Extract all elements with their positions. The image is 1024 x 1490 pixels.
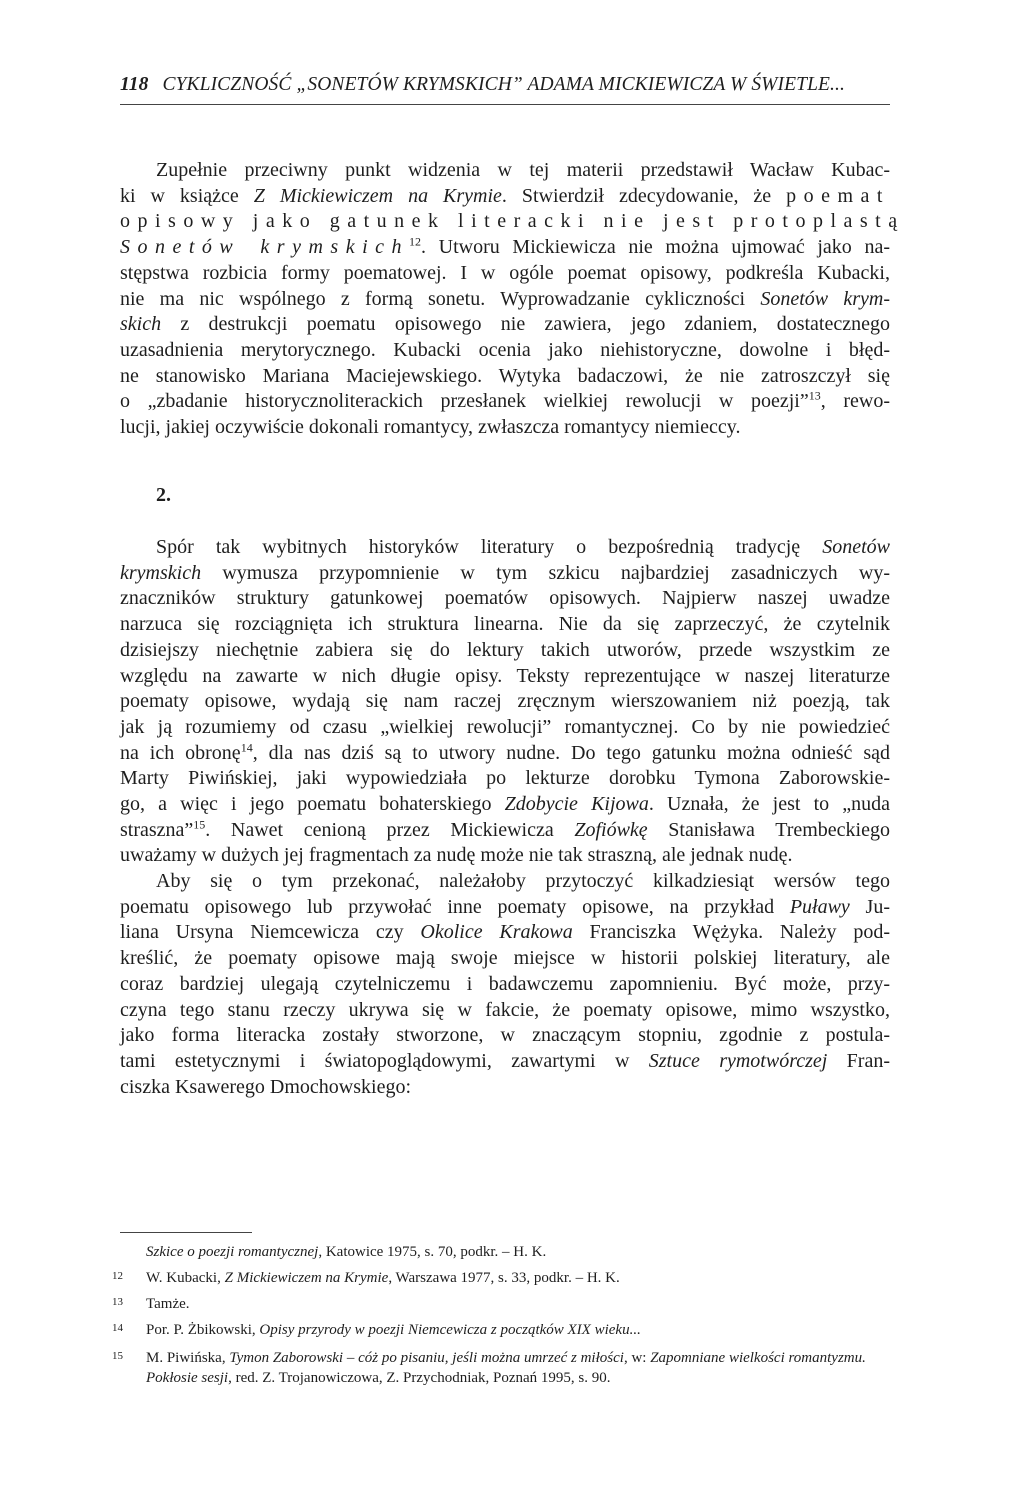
- text-line: stępstwa rozbicia formy poematowej. I w ogóle poemat opisowy, podkreśla Kubacki,: [120, 261, 890, 284]
- text-line: skich z destrukcji poematu opisowego nie zawiera, jego zdaniem, dostatecznego: [120, 313, 890, 336]
- text-line: uzasadnienia merytorycznego. Kubacki ocenia jako niehistoryczne, dowolne i błęd-: [120, 338, 890, 361]
- running-header: [120, 74, 890, 96]
- text-line: jako forma literacka zostały stworzone, w znaczącym stopniu, zgodnie z postula-: [120, 1024, 890, 1047]
- footnote-text: Por. P. Żbikowski, Opisy przyrody w poezji Niemcewicza z początków XIX wieku...: [146, 1322, 641, 1338]
- text-line: Zupełnie przeciwny punkt widzenia w tej materii przedstawił Wacław Kubac-: [156, 159, 890, 181]
- text-line: Sonetów krymskich$^{12}$. Utworu Mickiewicza nie można ujmować jako na-: [120, 234, 890, 259]
- paragraph-3: [120, 869, 890, 1100]
- text-line: kreślić, że poematy opisowe mają swoje miejsce w historii polskiej literatury, ale: [120, 947, 890, 970]
- footnote-number: 13: [112, 1296, 123, 1308]
- text-line: Aby się o tym przekonać, należałoby przytoczyć kilkadziesiąt wersów tego: [156, 870, 890, 892]
- text-line: go, a więc i jego poematu bohaterskiego Zdobycie Kijowa. Uznała, że jest to „nuda: [120, 793, 891, 816]
- footnote: [112, 1268, 890, 1288]
- footnote-text: Tamże.: [146, 1296, 190, 1312]
- footnote-number: 15: [112, 1350, 123, 1362]
- text-line: coraz bardziej ulegają czytelniczemu i badawczemu zapomnieniu. Być może, przy-: [120, 972, 890, 995]
- footnote-text: W. Kubacki, Z Mickiewiczem na Krymie, Warszawa 1977, s. 33, podkr. – H. K.: [146, 1270, 620, 1286]
- text-line: lucji, jakiej oczywiście dokonali romantycy, zwłaszcza romantycy niemieccy.: [120, 416, 741, 439]
- footnote-rule: [120, 1232, 252, 1233]
- text-line: ne stanowisko Mariana Maciejewskiego. Wytyka badaczowi, że nie zatroszczył się: [120, 364, 890, 387]
- text-line: tami estetycznymi i światopoglądowymi, zawartymi w Sztuce rymotwórczej Fran-: [120, 1049, 890, 1072]
- text-line: jak ją rozumiemy od czasu „wielkiej rewolucji” romantycznej. Co by nie powiedzieć: [120, 715, 890, 738]
- footnote-number: 14: [112, 1322, 123, 1334]
- footnote-number: 12: [112, 1270, 123, 1282]
- footnote: [112, 1348, 890, 1388]
- section-heading: 2.: [156, 484, 171, 506]
- text-line: Spór tak wybitnych historyków literatury o bezpośrednią tradycję Sonetów: [156, 536, 890, 558]
- footnote-text: Szkice o poezji romantycznej, Katowice 1975, s. 70, podkr. – H. K.: [146, 1244, 547, 1260]
- paragraph-2: [120, 535, 890, 869]
- text-line: na ich obronę$^{14}$, dla nas dziś są to utwory nudne. Do tego gatunku można odnieść sąd: [120, 739, 890, 764]
- text-line: o „zbadanie historycznoliterackich przesłanek wielkiej rewolucji w poezji”$^{13}$, rewo-: [120, 388, 891, 413]
- text-line: ciszka Ksawerego Dmochowskiego:: [120, 1075, 412, 1098]
- header-rule: [120, 104, 890, 105]
- running-title: CYKLICZNOŚĆ „SONETÓW KRYMSKICH” ADAMA MICKIEWICZA W ŚWIETLE...: [162, 74, 845, 95]
- text-line: poematu opisowego lub przywołać inne poematy opisowe, na przykład Puławy Ju-: [120, 895, 890, 918]
- text-line: dzisiejszy niechętnie zabiera się do lektury takich utworów, przede wszystkim ze: [120, 638, 890, 661]
- text-line: Marty Piwińskiej, jaki wypowiedziała po lekturze dorobku Tymona Zaborowskie-: [120, 767, 890, 790]
- text-line: krymskich wymusza przypomnienie w tym szkicu najbardziej zasadniczych wy-: [120, 561, 890, 584]
- text-line: ki w książce Z Mickiewiczem na Krymie. Stwierdził zdecydowanie, że poemat: [120, 184, 890, 207]
- footnote: [112, 1294, 890, 1314]
- page-number: 118: [120, 74, 149, 95]
- footnote-text: M. Piwińska, Tymon Zaborowski – cóż po pisaniu, jeśli można umrzeć z miłości, w: Zapomniane wielkości romantyzmu. Pokłosie sesji, red. Z. Trojanowiczowa, Z. Przychodniak, Poznań 1995, s. 90.: [146, 1350, 866, 1386]
- text-line: uważamy w dużych jej fragmentach za nudę może nie tak straszną, ale jednak nudę.: [120, 844, 793, 867]
- text-line: poematy opisowe, wydają się nam raczej zręcznym wierszowaniem niż poezją, tak: [120, 690, 890, 713]
- text-line: znaczników struktury gatunkowej poematów opisowych. Najpierw naszej uwadze: [120, 587, 890, 610]
- text-line: narzuca się rozciągnięta ich struktura linearna. Nie da się zaprzeczyć, że czytelnik: [120, 613, 890, 636]
- text-line: straszna”$^{15}$. Nawet cenioną przez Mickiewicza Zofiówkę Stanisława Trembeckiego: [120, 817, 890, 841]
- text-line: liana Ursyna Niemcewicza czy Okolice Krakowa Franciszka Wężyka. Należy pod-: [120, 921, 890, 944]
- paragraph-1: [120, 158, 905, 441]
- text-line: nie ma nic wspólnego z formą sonetu. Wyprowadzanie cykliczności Sonetów krym-: [120, 287, 890, 310]
- text-line: czyna tego stanu rzeczy ukrywa się w fakcie, że poematy opisowe, mimo wszystko,: [120, 998, 890, 1021]
- text-line: względu na zawarte w nich długie opisy. Teksty reprezentujące w naszej literaturze: [120, 664, 890, 687]
- text-line: opisowy jako gatunek literacki nie jest protoplastą: [120, 210, 905, 233]
- footnote: [120, 1242, 890, 1262]
- footnote: [112, 1320, 890, 1340]
